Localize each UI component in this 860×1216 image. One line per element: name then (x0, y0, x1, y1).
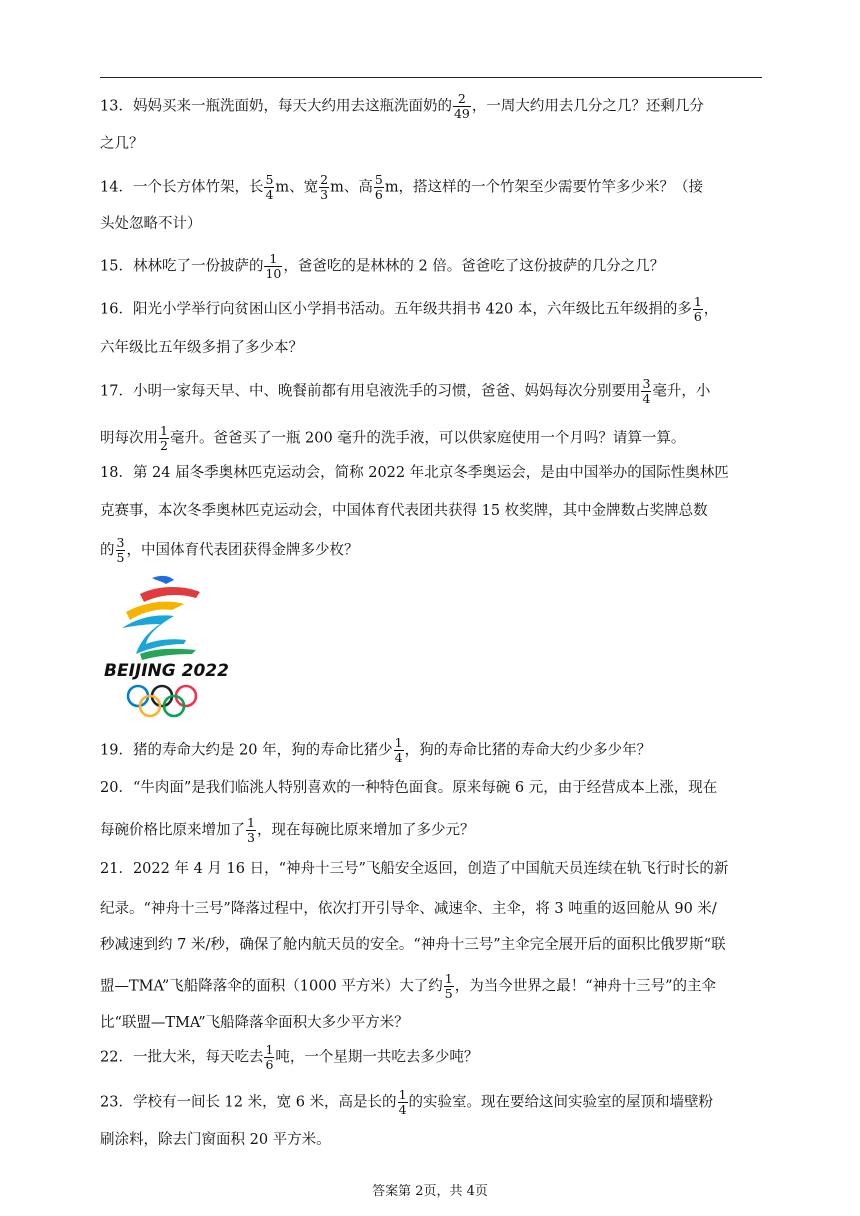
fraction (374, 173, 384, 202)
fraction-numerator: 1 (160, 423, 168, 438)
problem-text: ，现在每碗比原来增加了多少元？ (256, 822, 475, 839)
page-footer: 答案第 2页，共 4页 (372, 1184, 488, 1199)
problem-text: 14．一个长方体竹架，长 (100, 179, 264, 196)
problem-text: m、宽 (275, 179, 319, 196)
fraction-denominator: 4 (394, 750, 403, 765)
fraction-numerator: 1 (693, 294, 702, 309)
problem-line (100, 1043, 478, 1072)
fraction (693, 295, 703, 324)
problem-text: 的 (100, 542, 115, 559)
problem-text: 纪录。“神舟十三号”降落过程中，依次打开引导伞、减速伞、主伞，将 3 吨重的返回舱从 90 米/ (100, 901, 717, 917)
problem-text: ，中国体育代表团获得金牌多少枚？ (126, 542, 359, 559)
problem-text: 13．妈妈买来一瓶洗面奶，每天大约用去这瓶洗面奶的 (100, 98, 452, 115)
fraction (453, 92, 471, 121)
problem-line (100, 1088, 713, 1117)
fraction-denominator: 4 (642, 391, 651, 406)
fraction-denominator: 6 (265, 1057, 274, 1072)
fraction-numerator: 1 (444, 971, 453, 986)
problem-text: 毫升，小 (652, 383, 711, 400)
problem-text: 15．林林吃了一份披萨的 (100, 258, 264, 275)
fraction-numerator: 1 (398, 1087, 407, 1102)
fraction (264, 1043, 274, 1072)
problem-text: 17．小明一家每天早、中、晚餐前都有用皂液洗手的习惯，爸爸、妈妈每次分别要用 (100, 383, 641, 400)
problem-text: 刷涂料，除去门窗面积 20 平方米。 (100, 1132, 331, 1148)
fraction-denominator: 2 (160, 438, 168, 453)
emblem-ribbon-green (140, 649, 196, 660)
fraction-numerator: 5 (374, 172, 383, 187)
fraction-denominator: 5 (444, 986, 453, 1001)
problem-line (100, 461, 729, 482)
fraction (641, 377, 651, 406)
fraction-denominator: 3 (247, 830, 255, 845)
fraction-numerator: 1 (247, 815, 255, 830)
problem-line (100, 776, 717, 797)
problem-text: 16．阳光小学举行向贫困山区小学捐书活动。五年级共捐书 420 本，六年级比五年级捐的多 (100, 301, 692, 318)
problem-line (100, 857, 728, 878)
fraction-numerator: 1 (265, 1042, 274, 1057)
problem-line (100, 816, 474, 845)
problem-line (100, 1128, 331, 1149)
problem-text: 20．“牛肉面”是我们临洮人特别喜欢的一种特色面食。原来每碗 6 元，由于经营成本上涨，现在 (100, 780, 718, 796)
problem-text: 的实验室。现在要给这间实验室的屋顶和墙壁粉 (408, 1094, 714, 1111)
problem-text: 明每次用 (100, 430, 158, 447)
fraction-denominator: 3 (320, 187, 329, 202)
problem-line (100, 92, 704, 121)
problem-text: 六年级比五年级多捐了多少本？ (100, 340, 303, 356)
fraction-denominator: 49 (453, 106, 470, 121)
problem-line (100, 252, 664, 281)
fraction-denominator: 4 (265, 187, 274, 202)
problem-line (100, 132, 144, 153)
problem-text: m、高 (330, 179, 373, 196)
problem-line (100, 377, 710, 406)
fraction (159, 424, 169, 453)
problem-line (100, 295, 718, 324)
problem-text: 19．猪的寿命大约是 20 年，狗的寿命比猪少 (100, 742, 393, 759)
problem-text: 头处忽略不计） (100, 216, 202, 232)
problem-text: 克赛事，本次冬季奥林匹克运动会，中国体育代表团共获得 15 枚奖牌，其中金牌数占奖牌总数 (100, 503, 708, 519)
problem-text: 毫升。爸爸买了一瓶 200 毫升的洗手液，可以供家庭使用一个月吗？请算一算。 (169, 430, 686, 447)
fraction-numerator: 3 (116, 535, 125, 550)
problem-text: 之几？ (100, 136, 144, 152)
problem-text: 秒减速到约 7 米/秒，确保了舱内航天员的安全。“神舟十三号”主伞完全展开后的面积比俄罗斯“联 (100, 937, 726, 953)
problem-line (100, 933, 726, 954)
problem-line (100, 173, 703, 202)
problem-line (100, 536, 358, 565)
beijing-2022-logo (100, 570, 230, 720)
fraction (394, 736, 404, 765)
emblem-ribbon-blue (122, 615, 186, 654)
problem-line (100, 736, 651, 765)
problem-text: 23．学校有一间长 12 米，宽 6 米，高是长的 (100, 1094, 397, 1111)
problem-text: m，搭这样的一个竹架至少需要竹竿多少米？（接 (384, 179, 704, 196)
fraction-denominator: 6 (374, 187, 383, 202)
problem-text: ，狗的寿命比猪的寿命大约少多少年？ (404, 742, 652, 759)
fraction (444, 972, 454, 1001)
fraction-numerator: 5 (265, 172, 274, 187)
problem-line (100, 212, 202, 233)
emblem-ribbon-top (152, 576, 174, 584)
fraction (264, 173, 274, 202)
fraction (116, 536, 126, 565)
fraction-denominator: 10 (265, 266, 282, 281)
problem-text: ，一周大约用去几分之几？还剩几分 (471, 98, 704, 115)
problem-text: ，为当今世界之最！“神舟十三号”的主伞 (454, 978, 717, 995)
logo-text: BEIJING 2022 (104, 661, 229, 681)
fraction-denominator: 5 (116, 550, 125, 565)
header-rule (100, 77, 762, 78)
fraction-numerator: 2 (320, 172, 329, 187)
problem-text: ，爸爸吃的是林林的 2 倍。爸爸吃了这份披萨的几分之几？ (283, 258, 665, 275)
fraction-numerator: 1 (269, 251, 278, 266)
fraction-denominator: 6 (693, 309, 702, 324)
fraction-numerator: 3 (642, 376, 651, 391)
problem-line (100, 972, 716, 1001)
problem-text: 18．第 24 届冬季奥林匹克运动会，简称 2022 年北京冬季奥运会，是由中国举办的国际性奥林匹 (100, 465, 729, 481)
fraction-numerator: 1 (394, 735, 403, 750)
problem-line (100, 1011, 409, 1032)
problem-text: 22．一批大米，每天吃去 (100, 1049, 264, 1066)
fraction (264, 252, 282, 281)
problem-line (100, 424, 685, 453)
problem-text: 21．2022 年 4 月 16 日，“神舟十三号”飞船安全返回，创造了中国航天员连续在轨飞行时长的新 (100, 861, 729, 877)
problem-text: 吨，一个星期一共吃去多少吨？ (275, 1049, 479, 1066)
emblem-ribbon-red (140, 587, 200, 602)
problem-line (100, 336, 303, 357)
problem-text: 比“联盟—TMA”飞船降落伞面积大多少平方米？ (100, 1015, 409, 1031)
problem-line (100, 499, 708, 520)
fraction-denominator: 4 (398, 1102, 407, 1117)
problem-text: ， (703, 301, 719, 318)
problem-line (100, 897, 717, 918)
fraction (246, 816, 256, 845)
problem-text: 每碗价格比原来增加了 (100, 822, 245, 839)
fraction (319, 173, 329, 202)
fraction (398, 1088, 408, 1117)
fraction-numerator: 2 (457, 91, 466, 106)
problem-text: 盟—TMA”飞船降落伞的面积（1000 平方米）大了约 (100, 978, 443, 995)
